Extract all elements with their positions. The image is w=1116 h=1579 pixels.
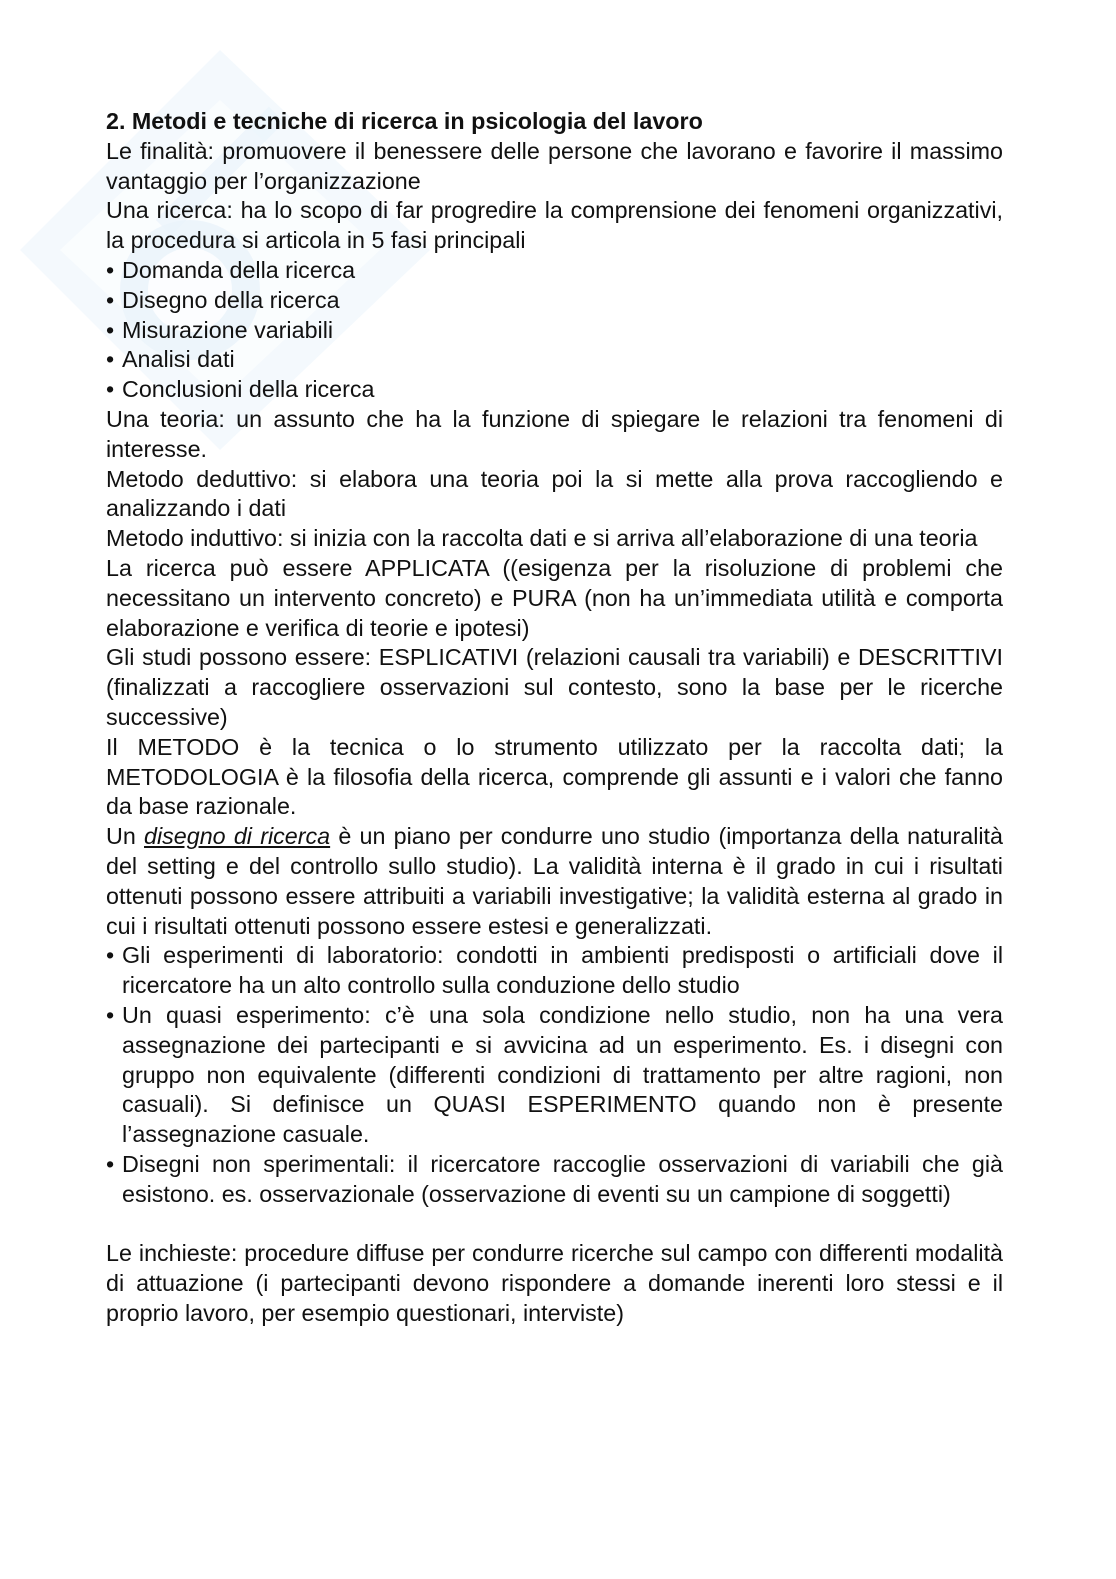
- bullet: •: [106, 1001, 115, 1028]
- document-page: [106, 107, 1003, 1329]
- list-item: • Gli esperimenti di laboratorio: condotti in ambienti predisposti o artificiali dove il ricercatore ha un alto controllo sulla conduzione dello studio: [106, 942, 1003, 999]
- paragraph-disegno: Un disegno di ricerca è un piano per condurre uno studio (importanza della naturalità del setting e del controllo sullo studio). La validità interna è il grado in cui i risultati ottenuti possono essere attribuiti a variabili investigative; la validità esterna al grado in cui i risultati ottenuti possono essere estesi e generalizzati.: [106, 823, 1003, 939]
- bullet: •: [106, 346, 115, 373]
- paragraph-ricerca: Una ricerca: ha lo scopo di far progredire la comprensione dei fenomeni organizzativi, la procedura si articola in 5 fasi principali: [106, 197, 1003, 254]
- bullet: •: [106, 256, 115, 283]
- bullet: •: [106, 1150, 115, 1177]
- blank-line: [106, 1209, 1003, 1239]
- bullet: •: [106, 942, 115, 969]
- list-item: • Disegno della ricerca: [106, 286, 1003, 316]
- list-item: • Domanda della ricerca: [106, 256, 1003, 286]
- paragraph-inchieste: Le inchieste: procedure diffuse per condurre ricerche sul campo con differenti modalità di attuazione (i partecipanti devono rispondere a domande inerenti loro stessi e il proprio lavoro, per esempio questionari, interviste): [106, 1240, 1003, 1326]
- section-title: 2. Metodi e tecniche di ricerca in psicologia del lavoro: [106, 108, 703, 134]
- paragraph-applicata: La ricerca può essere APPLICATA ((esigenza per la risoluzione di problemi che necessitano un intervento concreto) e PURA (non ha un’immediata utilità e comporta elaborazione e verifica di teorie e ipotesi): [106, 554, 1003, 641]
- underlined-term: disegno di ricerca: [144, 823, 331, 850]
- list-item: • Misurazione variabili: [106, 316, 1003, 346]
- bullet: •: [106, 286, 115, 313]
- bullet: •: [106, 376, 115, 403]
- paragraph-induttivo: Metodo induttivo: si inizia con la raccolta dati e si arriva all’elaborazione di una teoria: [106, 525, 978, 552]
- paragraph-teoria: Una teoria: un assunto che ha la funzione di spiegare le relazioni tra fenomeni di interesse.: [106, 405, 1003, 462]
- list-item: • Disegni non sperimentali: il ricercatore raccoglie osservazioni di variabili che già esistono. es. osservazionale (osservazione di eventi su un campione di soggetti): [106, 1150, 1003, 1207]
- designs-list: [106, 941, 1003, 1209]
- paragraph-studi: Gli studi possono essere: ESPLICATIVI (relazioni causali tra variabili) e DESCRITTIVI (finalizzati a raccogliere osservazioni sul contesto, sono la base per le ricerche successive): [106, 644, 1003, 730]
- paragraph-metodo: Il METODO è la tecnica o lo strumento utilizzato per la raccolta dati; la METODOLOGIA è la filosofia della ricerca, comprende gli assunti e i valori che fanno da base razionale.: [106, 733, 1003, 820]
- bullet: •: [106, 316, 115, 343]
- list-item: • Analisi dati: [106, 345, 1003, 375]
- phases-list: [106, 256, 1003, 405]
- list-item: • Un quasi esperimento: c’è una sola condizione nello studio, non ha una vera assegnazione dei partecipanti e si avvicina ad un esperimento. Es. i disegni con gruppo non equivalente (differenti condizioni di trattamento per altre ragioni, non casuali). Si definisce un QUASI ESPERIMENTO quando non è presente l’assegnazione casuale.: [106, 1001, 1003, 1148]
- paragraph-finalita: Le finalità: promuovere il benessere delle persone che lavorano e favorire il massimo vantaggio per l’organizzazione: [106, 137, 1003, 194]
- paragraph-deduttivo: Metodo deduttivo: si elabora una teoria poi la si mette alla prova raccogliendo e analizzando i dati: [106, 465, 1003, 522]
- list-item: • Conclusioni della ricerca: [106, 375, 1003, 405]
